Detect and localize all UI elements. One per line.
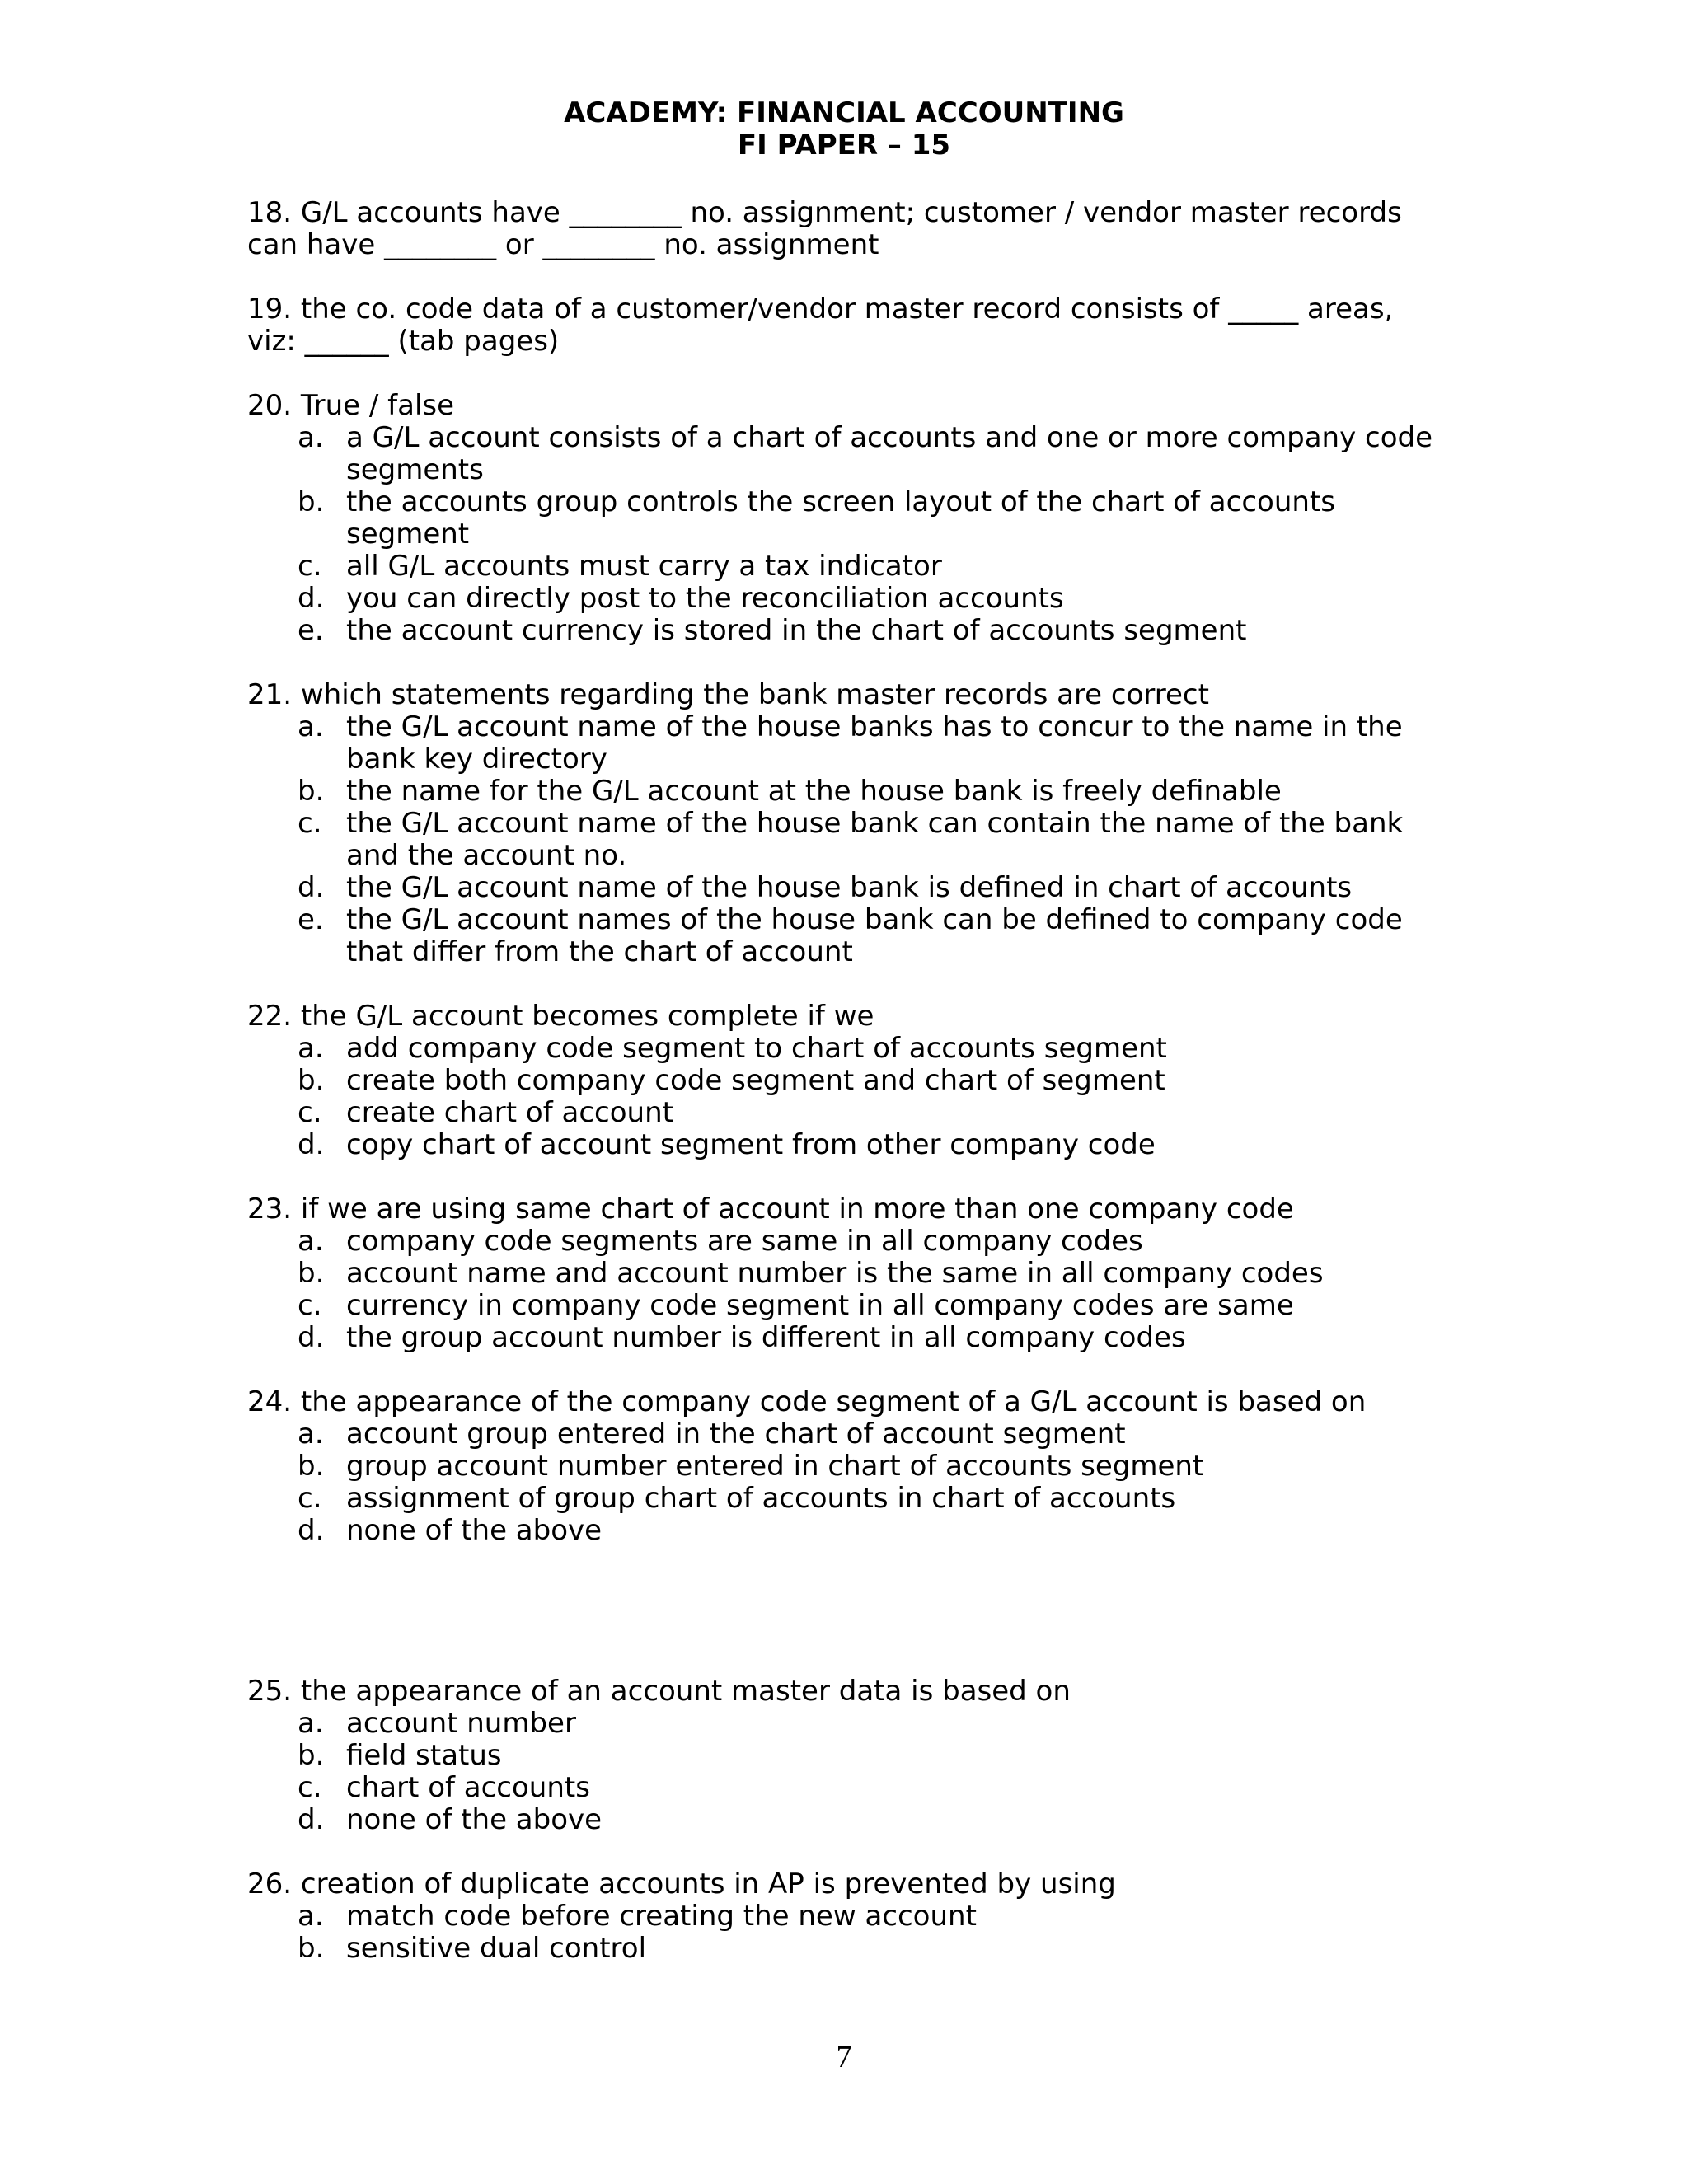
option-text: a G/L account consists of a chart of accounts and one or more company code segments bbox=[346, 421, 1433, 486]
option-item bbox=[247, 1258, 1451, 1290]
option-letter: b. bbox=[298, 1932, 325, 1965]
question-26 bbox=[247, 1868, 1451, 1965]
header-subtitle: FI PAPER – 15 bbox=[737, 129, 951, 162]
option-text: sensitive dual control bbox=[346, 1932, 647, 1965]
option-item bbox=[247, 486, 1451, 551]
option-letter: a. bbox=[298, 1032, 324, 1065]
option-item bbox=[247, 1933, 1451, 1965]
option-text: group account number entered in chart of accounts segment bbox=[346, 1450, 1204, 1483]
option-letter: b. bbox=[298, 1450, 325, 1483]
option-letter: c. bbox=[298, 1771, 322, 1804]
option-item bbox=[247, 1708, 1451, 1740]
option-list bbox=[247, 1900, 1451, 1965]
option-text: create chart of account bbox=[346, 1096, 673, 1129]
option-list bbox=[247, 1418, 1451, 1547]
option-item bbox=[247, 1772, 1451, 1804]
option-text: chart of accounts bbox=[346, 1771, 590, 1804]
option-text: the G/L account names of the house bank can be defined to company code that differ from the chart of account bbox=[346, 903, 1403, 968]
option-item bbox=[247, 1418, 1451, 1451]
option-item bbox=[247, 1226, 1451, 1258]
option-item bbox=[247, 872, 1451, 904]
question-21 bbox=[247, 679, 1451, 968]
option-letter: a. bbox=[298, 1707, 324, 1740]
question-19 bbox=[247, 293, 1451, 358]
question-25 bbox=[247, 1675, 1451, 1836]
option-item bbox=[247, 1322, 1451, 1354]
option-text: account name and account number is the same in all company codes bbox=[346, 1257, 1324, 1290]
option-text: you can directly post to the reconciliation accounts bbox=[346, 582, 1064, 615]
option-item bbox=[247, 1033, 1451, 1065]
question-23 bbox=[247, 1193, 1451, 1354]
option-text: create both company code segment and chart of segment bbox=[346, 1064, 1165, 1097]
option-letter: a. bbox=[298, 1225, 324, 1258]
option-item bbox=[247, 808, 1451, 872]
option-text: the account currency is stored in the chart of accounts segment bbox=[346, 614, 1247, 647]
option-letter: c. bbox=[298, 1096, 322, 1129]
option-item bbox=[247, 776, 1451, 808]
option-item bbox=[247, 1900, 1451, 1933]
question-text: 23. if we are using same chart of account in more than one company code bbox=[247, 1193, 1294, 1226]
option-item bbox=[247, 1515, 1451, 1547]
option-text: company code segments are same in all company codes bbox=[346, 1225, 1143, 1258]
option-item bbox=[247, 1451, 1451, 1483]
option-list bbox=[247, 1033, 1451, 1161]
question-20 bbox=[247, 390, 1451, 647]
option-list bbox=[247, 1708, 1451, 1836]
option-letter: d. bbox=[298, 1803, 325, 1836]
option-letter: b. bbox=[298, 775, 325, 808]
option-item bbox=[247, 1097, 1451, 1129]
option-list bbox=[247, 1226, 1451, 1354]
option-letter: a. bbox=[298, 710, 324, 743]
option-item bbox=[247, 1740, 1451, 1772]
question-list bbox=[247, 197, 1451, 1965]
question-text: 20. True / false bbox=[247, 389, 455, 422]
option-letter: a. bbox=[298, 1418, 324, 1451]
option-letter: d. bbox=[298, 1128, 325, 1161]
option-letter: c. bbox=[298, 1482, 322, 1515]
option-text: account group entered in the chart of account segment bbox=[346, 1418, 1126, 1451]
page-number: 7 bbox=[836, 2040, 852, 2074]
option-text: the group account number is different in all company codes bbox=[346, 1321, 1186, 1354]
option-letter: b. bbox=[298, 485, 325, 518]
option-text: field status bbox=[346, 1739, 502, 1772]
option-letter: d. bbox=[298, 871, 325, 904]
option-item bbox=[247, 1804, 1451, 1836]
option-item bbox=[247, 711, 1451, 776]
question-text: 19. the co. code data of a customer/vendor master record consists of _____ areas, viz: ______ (tab pages) bbox=[247, 293, 1394, 358]
option-text: the name for the G/L account at the house bank is freely definable bbox=[346, 775, 1282, 808]
question-text: 22. the G/L account becomes complete if we bbox=[247, 1000, 874, 1033]
option-text: none of the above bbox=[346, 1514, 603, 1547]
option-text: none of the above bbox=[346, 1803, 603, 1836]
option-text: the G/L account name of the house bank is defined in chart of accounts bbox=[346, 871, 1353, 904]
question-text: 21. which statements regarding the bank master records are correct bbox=[247, 678, 1209, 711]
header-title: ACADEMY: FINANCIAL ACCOUNTING bbox=[564, 96, 1124, 129]
option-item bbox=[247, 1290, 1451, 1322]
option-item bbox=[247, 1065, 1451, 1097]
option-letter: e. bbox=[298, 903, 324, 936]
option-text: the accounts group controls the screen layout of the chart of accounts segment bbox=[346, 485, 1335, 551]
option-text: copy chart of account segment from other company code bbox=[346, 1128, 1156, 1161]
option-item bbox=[247, 1129, 1451, 1161]
option-text: the G/L account name of the house bank can contain the name of the bank and the account no. bbox=[346, 807, 1404, 872]
option-letter: c. bbox=[298, 550, 322, 583]
option-list bbox=[247, 422, 1451, 647]
option-item bbox=[247, 551, 1451, 583]
option-letter: b. bbox=[298, 1739, 325, 1772]
option-item bbox=[247, 904, 1451, 968]
option-letter: d. bbox=[298, 1321, 325, 1354]
question-24 bbox=[247, 1386, 1451, 1547]
option-text: account number bbox=[346, 1707, 576, 1740]
option-item bbox=[247, 615, 1451, 647]
question-text: 24. the appearance of the company code segment of a G/L account is based on bbox=[247, 1385, 1367, 1418]
option-text: add company code segment to chart of accounts segment bbox=[346, 1032, 1167, 1065]
option-item bbox=[247, 422, 1451, 486]
option-text: all G/L accounts must carry a tax indicator bbox=[346, 550, 942, 583]
question-22 bbox=[247, 1001, 1451, 1161]
question-text: 26. creation of duplicate accounts in AP is prevented by using bbox=[247, 1868, 1116, 1900]
option-letter: d. bbox=[298, 1514, 325, 1547]
question-text: 25. the appearance of an account master data is based on bbox=[247, 1675, 1071, 1708]
option-text: match code before creating the new account bbox=[346, 1900, 977, 1933]
option-letter: d. bbox=[298, 582, 325, 615]
option-letter: a. bbox=[298, 1900, 324, 1933]
option-list bbox=[247, 711, 1451, 968]
option-text: the G/L account name of the house banks has to concur to the name in the bank key directory bbox=[346, 710, 1403, 776]
option-letter: c. bbox=[298, 1289, 322, 1322]
option-text: currency in company code segment in all company codes are same bbox=[346, 1289, 1294, 1322]
page-header bbox=[0, 97, 1688, 162]
option-letter: b. bbox=[298, 1064, 325, 1097]
question-18 bbox=[247, 197, 1451, 261]
option-letter: a. bbox=[298, 421, 324, 454]
option-letter: c. bbox=[298, 807, 322, 840]
option-letter: e. bbox=[298, 614, 324, 647]
option-item bbox=[247, 1483, 1451, 1515]
question-text: 18. G/L accounts have ________ no. assignment; customer / vendor master records can have ________ or ________ no. assignment bbox=[247, 196, 1402, 261]
option-letter: b. bbox=[298, 1257, 325, 1290]
option-item bbox=[247, 583, 1451, 615]
option-text: assignment of group chart of accounts in chart of accounts bbox=[346, 1482, 1176, 1515]
